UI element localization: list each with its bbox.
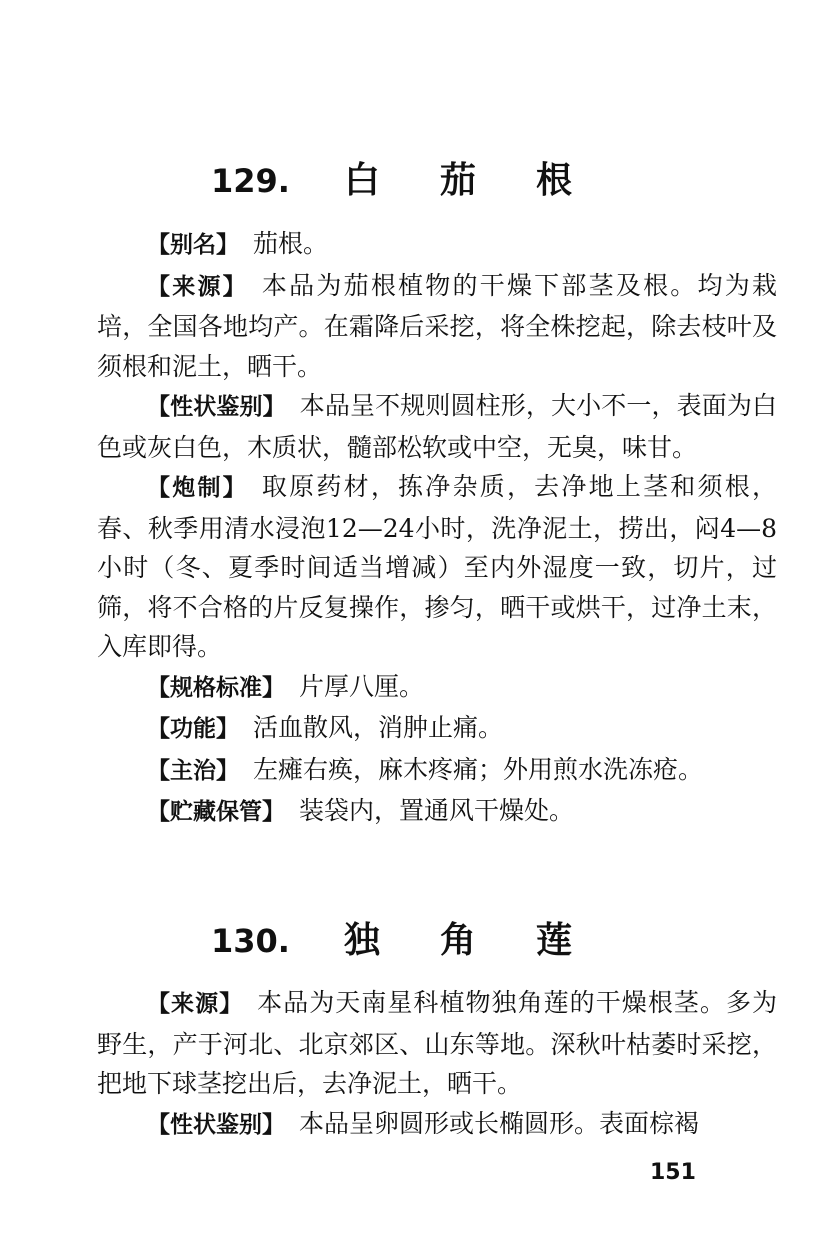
section-label: 【炮制】 bbox=[147, 475, 248, 501]
section-source bbox=[97, 266, 777, 387]
section-text: 活血散风，消肿止痛。 bbox=[253, 713, 504, 742]
section-text: 装袋内，置通风干燥处。 bbox=[299, 796, 575, 825]
section-function bbox=[97, 708, 777, 750]
section-label: 【性状鉴别】 bbox=[147, 1111, 285, 1138]
section-text: 本品呈不规则圆柱形，大小不一，表面为白色或灰白色，木质状，髓部松软或中空，无臭，味甘。 bbox=[97, 391, 777, 462]
entry-title-130 bbox=[0, 912, 813, 963]
entry-name-char: 白 bbox=[343, 160, 380, 201]
page-number: 151 bbox=[650, 1160, 696, 1185]
section-label: 【来源】 bbox=[147, 273, 248, 300]
section-text: 左瘫右痪，麻木疼痛；外用煎水洗冻疮。 bbox=[253, 754, 704, 784]
section-storage bbox=[97, 791, 777, 833]
section-label: 【来源】 bbox=[147, 991, 244, 1017]
section-text: 本品呈卵圆形或长椭圆形。表面棕褐 bbox=[299, 1108, 700, 1138]
section-text: 片厚八厘。 bbox=[299, 671, 425, 701]
entry-name-char: 角 bbox=[439, 920, 476, 961]
section-label: 【功能】 bbox=[147, 716, 239, 742]
entry-title-129 bbox=[0, 152, 813, 203]
section-text: 本品为茄根植物的干燥下部茎及根。均为栽培，全国各地均产。在霜降后采挖，将全株挖起，除去枝叶及须根和泥土，晒干。 bbox=[97, 270, 777, 381]
section-text: 本品为天南星科植物独角莲的干燥根茎。多为野生，产于河北、北京郊区、山东等地。深秋叶枯萎时采挖，把地下球茎挖出后，去净泥土，晒干。 bbox=[97, 988, 777, 1098]
section-text: 取原药材，拣净杂质，去净地上茎和须根，春、秋季用清水浸泡12—24小时，洗净泥土，捞出，闷4—8小时（冬、夏季时间适当增减）至内外湿度一致，切片，过筛，将不合格的片反复操作，掺匀，晒干或烘干，过净土末，入库即得。 bbox=[97, 472, 777, 661]
section-alias bbox=[97, 224, 777, 266]
entry-name-char: 根 bbox=[535, 160, 572, 201]
section-specification bbox=[97, 667, 777, 709]
section-label: 【性状鉴别】 bbox=[147, 394, 286, 420]
section-label: 【别名】 bbox=[147, 232, 239, 258]
section-processing bbox=[97, 467, 777, 667]
section-text: 茄根。 bbox=[253, 229, 329, 258]
section-source bbox=[97, 983, 777, 1104]
entry-number: 129. bbox=[211, 162, 290, 200]
section-characteristics bbox=[97, 386, 777, 467]
entry-name-char: 莲 bbox=[535, 920, 572, 961]
entry-name-char: 茄 bbox=[439, 160, 476, 201]
entry-body-130 bbox=[97, 983, 777, 1145]
section-indication bbox=[97, 750, 777, 792]
entry-name-char: 独 bbox=[343, 920, 380, 961]
section-label: 【主治】 bbox=[147, 757, 239, 784]
section-label: 【贮藏保管】 bbox=[147, 799, 285, 825]
section-label: 【规格标准】 bbox=[147, 674, 285, 701]
entry-number: 130. bbox=[211, 922, 290, 960]
entry-body-129 bbox=[97, 224, 777, 833]
section-characteristics bbox=[97, 1104, 777, 1146]
